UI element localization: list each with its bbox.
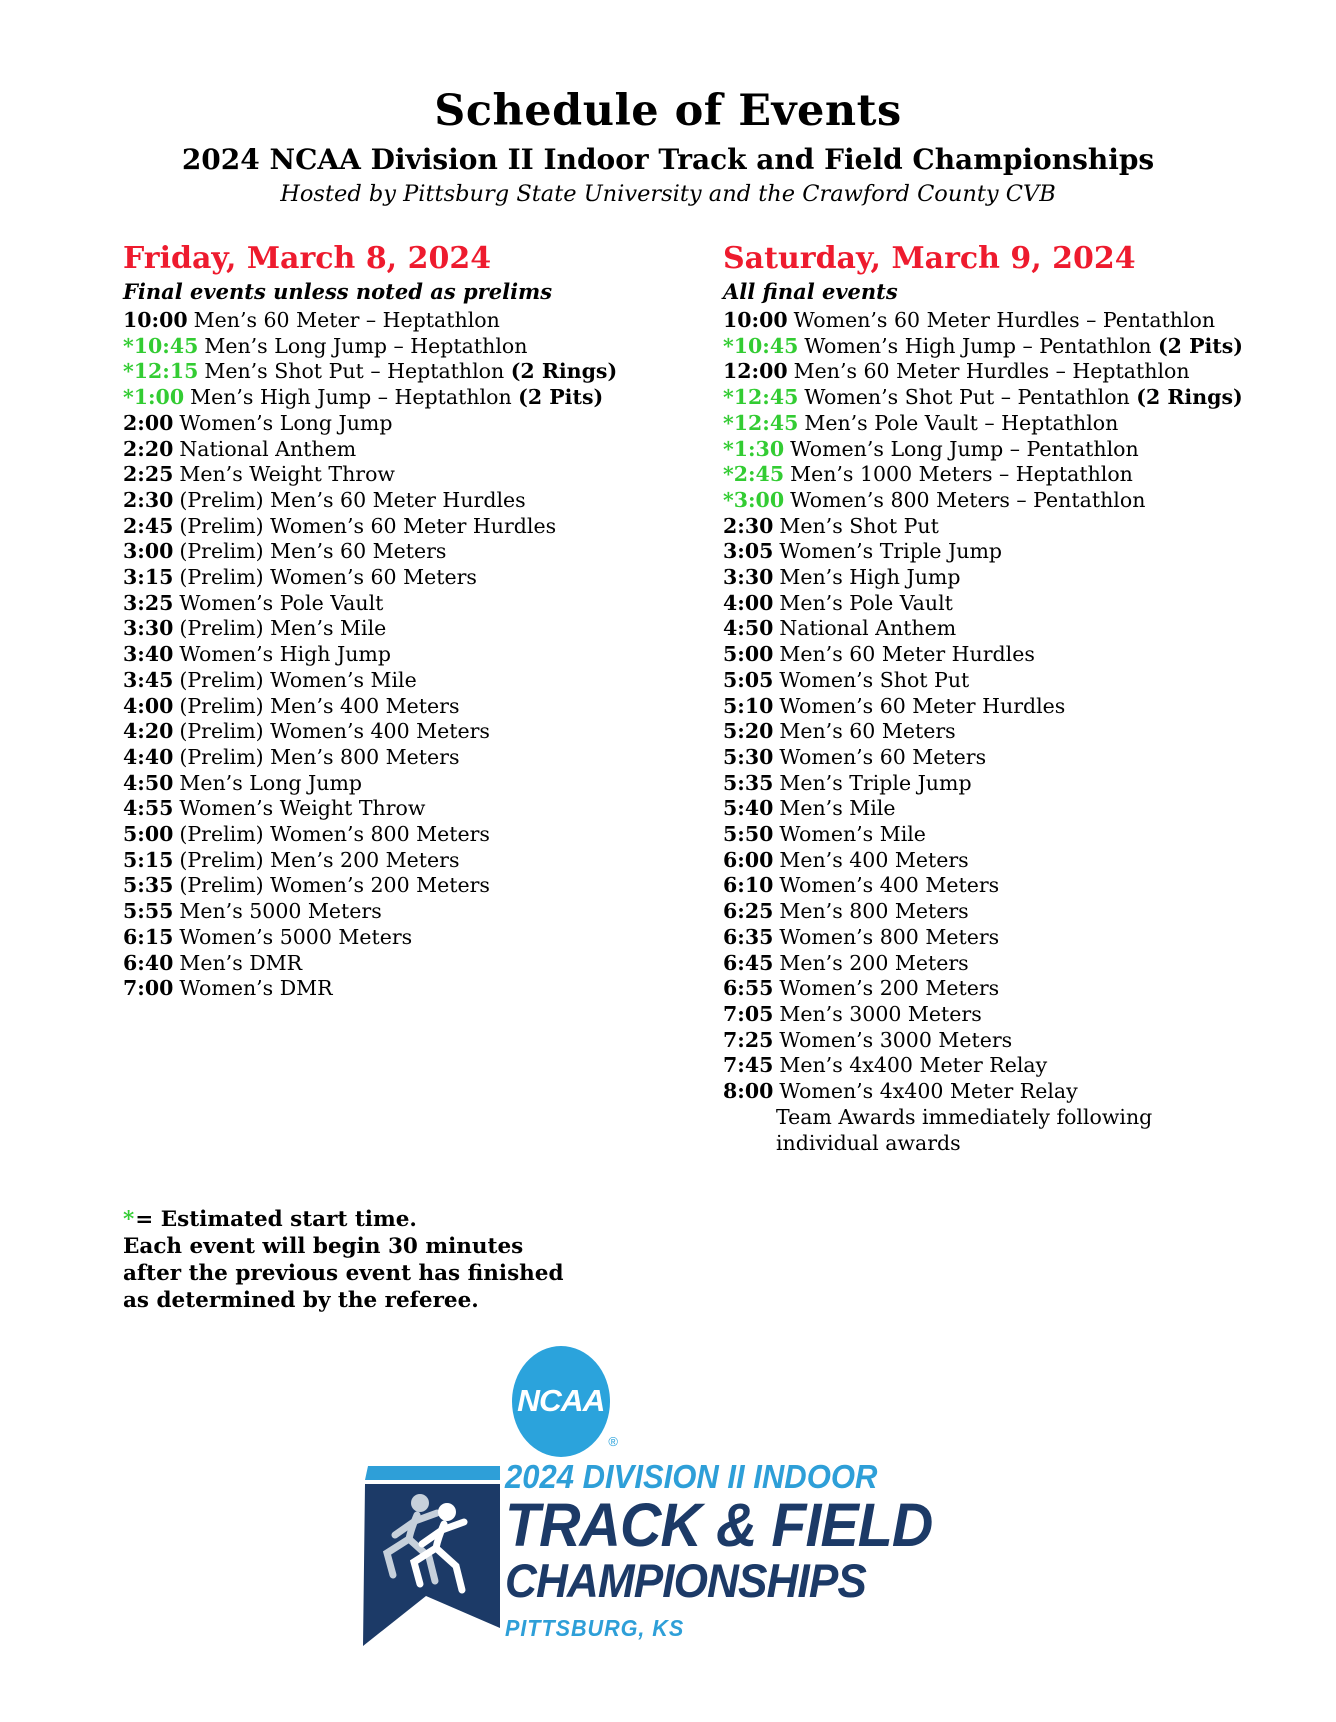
event-text: Men’s Weight Throw <box>179 462 395 487</box>
event-time: *10:45 <box>723 333 799 358</box>
event-bold-suffix: (2 Rings) <box>1136 385 1243 410</box>
event-text: Men’s Shot Put – Heptathlon <box>204 359 511 384</box>
event-time: 4:50 <box>123 770 174 795</box>
event-row <box>123 719 723 745</box>
event-text: Women’s 5000 Meters <box>179 924 413 949</box>
page-title: Schedule of Events <box>434 86 902 136</box>
event-time: 5:40 <box>723 796 774 821</box>
event-time: 4:20 <box>123 719 174 744</box>
event-row <box>723 1131 1336 1157</box>
footnote-line-2: Each event will begin 30 minutes <box>123 1233 524 1259</box>
event-time: *10:45 <box>123 333 199 358</box>
event-row <box>723 539 1336 565</box>
event-text: Men’s Long Jump – Heptathlon <box>204 333 528 358</box>
event-time: 3:45 <box>123 667 174 692</box>
event-text: Men’s 800 Meters <box>779 899 969 924</box>
event-row <box>723 462 1336 488</box>
event-row <box>723 616 1336 642</box>
event-text: Men’s Long Jump <box>179 770 363 795</box>
event-text: Women’s 800 Meters <box>779 924 1000 949</box>
event-row <box>723 873 1336 899</box>
event-row <box>723 719 1336 745</box>
saturday-event-list <box>723 308 1336 1156</box>
event-text: (Prelim) Men’s 60 Meter Hurdles <box>179 487 526 512</box>
event-text: Women’s 200 Meters <box>779 976 1000 1001</box>
event-text: (Prelim) Men’s 60 Meters <box>179 539 447 564</box>
event-text: Men’s DMR <box>179 950 303 975</box>
event-text: Women’s 4x400 Meter Relay <box>779 1079 1078 1104</box>
event-row <box>123 539 723 565</box>
page-subtitle: 2024 NCAA Division II Indoor Track and Field Championships <box>181 143 1155 176</box>
event-row <box>123 668 723 694</box>
event-text: Women’s 60 Meter Hurdles – Pentathlon <box>793 308 1216 332</box>
event-text: Women’s High Jump <box>179 642 391 667</box>
event-time: 6:15 <box>123 924 174 949</box>
logo-text-block <box>505 1458 960 1643</box>
event-time: 4:50 <box>723 616 774 641</box>
event-text: Women’s Long Jump – Pentathlon <box>790 436 1139 461</box>
day-heading-saturday: Saturday, March 9, 2024 <box>723 241 1136 276</box>
event-time: 3:30 <box>123 616 174 641</box>
event-text: Women’s Mile <box>779 822 926 847</box>
event-row <box>123 385 723 411</box>
footnote-line-1-text: = Estimated start time. <box>135 1206 417 1232</box>
event-row <box>723 1105 1336 1131</box>
event-time: 6:55 <box>723 976 774 1001</box>
logo-line-division: 2024 DIVISION II INDOOR <box>505 1457 878 1495</box>
day-heading-friday: Friday, March 8, 2024 <box>123 241 492 276</box>
event-time: 2:45 <box>123 513 174 538</box>
event-row <box>123 616 723 642</box>
event-time: 3:05 <box>723 539 774 564</box>
event-time: 3:00 <box>123 539 174 564</box>
event-time: 5:15 <box>123 847 174 872</box>
event-time: 8:00 <box>723 1079 774 1104</box>
footnote-line-4: as determined by the referee. <box>123 1287 479 1313</box>
footnote-line-3: after the previous event has finished <box>123 1260 564 1286</box>
event-row <box>123 642 723 668</box>
event-time: 2:30 <box>723 513 774 538</box>
event-text: Team Awards immediately following <box>776 1104 1153 1129</box>
event-row <box>723 642 1336 668</box>
event-text: (Prelim) Men’s 200 Meters <box>179 847 460 872</box>
event-row <box>723 514 1336 540</box>
event-text: Men’s 60 Meters <box>779 719 956 744</box>
event-row <box>123 565 723 591</box>
event-row <box>123 488 723 514</box>
event-time: 4:55 <box>123 796 174 821</box>
event-row <box>723 899 1336 925</box>
event-row <box>123 437 723 463</box>
event-row <box>723 848 1336 874</box>
event-time: 6:35 <box>723 924 774 949</box>
event-time: 7:45 <box>723 1053 774 1078</box>
event-text: Women’s DMR <box>179 976 333 1001</box>
event-row <box>723 488 1336 514</box>
event-time: 5:00 <box>723 642 774 667</box>
event-text: Women’s 60 Meters <box>779 744 987 769</box>
event-row <box>123 694 723 720</box>
event-text: Men’s 60 Meter Hurdles – Heptathlon <box>793 359 1190 384</box>
event-row <box>723 668 1336 694</box>
event-text: Men’s Mile <box>779 796 896 821</box>
event-text: Men’s 200 Meters <box>779 950 969 975</box>
event-text: Men’s Shot Put <box>779 513 939 538</box>
event-row <box>723 771 1336 797</box>
event-text: Women’s Pole Vault <box>179 590 384 615</box>
event-row <box>723 308 1336 334</box>
schedule-columns <box>0 241 1336 1314</box>
registered-trademark-symbol: ® <box>608 1433 618 1449</box>
event-text: (Prelim) Women’s 60 Meter Hurdles <box>179 513 557 538</box>
event-time: 3:15 <box>123 565 174 590</box>
event-time: 2:00 <box>123 410 174 435</box>
event-row <box>123 796 723 822</box>
saturday-column <box>723 241 1336 1314</box>
event-text: Men’s 400 Meters <box>779 847 969 872</box>
event-row <box>123 848 723 874</box>
event-time: 3:25 <box>123 590 174 615</box>
event-time: 4:00 <box>123 693 174 718</box>
event-time: 10:00 <box>723 308 788 332</box>
event-time: 2:20 <box>123 436 174 461</box>
event-time: 2:30 <box>123 487 174 512</box>
event-time: 5:00 <box>123 822 174 847</box>
hosted-by-line: Hosted by Pittsburg State University and the Crawford County CVB <box>280 181 1056 207</box>
logo-line-track-field: TRACK & FIELD <box>505 1490 933 1559</box>
logo-line-championships: CHAMPIONSHIPS <box>505 1553 866 1607</box>
event-row <box>723 1053 1336 1079</box>
event-text: Men’s High Jump – Heptathlon <box>190 385 519 410</box>
event-time: 5:50 <box>723 822 774 847</box>
event-row <box>723 385 1336 411</box>
event-text: Women’s Triple Jump <box>779 539 1003 564</box>
event-text: (Prelim) Women’s 60 Meters <box>179 565 477 590</box>
event-time: 12:00 <box>723 359 788 384</box>
event-text: (Prelim) Men’s Mile <box>179 616 387 641</box>
event-time: *12:15 <box>123 359 199 384</box>
event-time: 3:40 <box>123 642 174 667</box>
event-time: 5:35 <box>723 770 774 795</box>
event-row <box>723 437 1336 463</box>
event-row <box>123 771 723 797</box>
event-text: Men’s Pole Vault <box>779 590 953 615</box>
event-text: National Anthem <box>779 616 957 641</box>
event-text: Women’s 400 Meters <box>779 873 1000 898</box>
day-note-friday: Final events unless noted as prelims <box>123 279 553 304</box>
event-text: Men’s 4x400 Meter Relay <box>779 1053 1048 1078</box>
event-time: 4:40 <box>123 744 174 769</box>
event-text: Women’s Shot Put – Pentathlon <box>804 385 1137 410</box>
event-time: 5:30 <box>723 744 774 769</box>
event-text: Women’s Long Jump <box>179 410 393 435</box>
event-time: 7:25 <box>723 1027 774 1052</box>
document-header <box>0 0 1336 207</box>
ncaa-wordmark: NCAA <box>517 1383 605 1419</box>
event-time: 6:40 <box>123 950 174 975</box>
event-time: 10:00 <box>123 308 188 332</box>
event-time: *1:30 <box>723 436 785 461</box>
event-row <box>723 951 1336 977</box>
footnote-asterisk: * <box>123 1206 135 1232</box>
event-row <box>723 591 1336 617</box>
event-row <box>723 925 1336 951</box>
event-time: 6:45 <box>723 950 774 975</box>
event-row <box>723 565 1336 591</box>
event-text: Men’s 5000 Meters <box>179 899 382 924</box>
event-row <box>123 591 723 617</box>
event-text: individual awards <box>776 1130 961 1155</box>
event-time: 6:00 <box>723 847 774 872</box>
friday-column <box>123 241 723 1314</box>
logo-line-location: PITTSBURG, KS <box>505 1614 685 1641</box>
event-row <box>123 334 723 360</box>
event-text: Men’s Pole Vault – Heptathlon <box>804 410 1119 435</box>
event-time: 7:00 <box>123 976 174 1001</box>
event-text: Women’s 800 Meters – Pentathlon <box>790 487 1146 512</box>
event-text: Women’s Shot Put <box>779 667 970 692</box>
event-row <box>723 796 1336 822</box>
event-text: (Prelim) Women’s Mile <box>179 667 417 692</box>
event-time: *2:45 <box>723 462 785 487</box>
event-text: National Anthem <box>179 436 357 461</box>
event-time: 5:55 <box>123 899 174 924</box>
event-time: 4:00 <box>723 590 774 615</box>
event-row <box>123 462 723 488</box>
event-text: Men’s 60 Meter – Heptathlon <box>193 308 500 332</box>
event-text: (Prelim) Men’s 400 Meters <box>179 693 460 718</box>
event-bold-suffix: (2 Pits) <box>518 385 604 410</box>
event-time: *1:00 <box>123 385 185 410</box>
event-row <box>123 822 723 848</box>
event-row <box>123 308 723 334</box>
pennant-runners-icon <box>350 1464 502 1669</box>
friday-event-list <box>123 308 723 1002</box>
event-row <box>723 411 1336 437</box>
event-text: (Prelim) Women’s 800 Meters <box>179 822 490 847</box>
event-row <box>723 334 1336 360</box>
event-time: 5:20 <box>723 719 774 744</box>
event-text: Men’s 60 Meter Hurdles <box>779 642 1035 667</box>
event-row <box>123 359 723 385</box>
event-time: 5:10 <box>723 693 774 718</box>
event-row <box>723 694 1336 720</box>
event-bold-suffix: (2 Pits) <box>1157 333 1243 358</box>
event-row <box>723 1002 1336 1028</box>
event-time: *3:00 <box>723 487 785 512</box>
event-text: Women’s High Jump – Pentathlon <box>804 333 1158 358</box>
event-row <box>723 1079 1336 1105</box>
event-time: 5:35 <box>123 873 174 898</box>
event-row <box>723 1028 1336 1054</box>
event-text: Women’s 3000 Meters <box>779 1027 1013 1052</box>
event-text: Men’s Triple Jump <box>779 770 972 795</box>
event-time: 5:05 <box>723 667 774 692</box>
event-row <box>723 359 1336 385</box>
championship-logo <box>350 1344 990 1679</box>
footnote-line-1 <box>123 1206 723 1233</box>
event-time: 6:25 <box>723 899 774 924</box>
event-text: Men’s High Jump <box>779 565 961 590</box>
event-time: 2:25 <box>123 462 174 487</box>
event-row <box>123 745 723 771</box>
event-time: *12:45 <box>723 410 799 435</box>
event-time: 6:10 <box>723 873 774 898</box>
event-text: Women’s Weight Throw <box>179 796 426 821</box>
event-row <box>123 976 723 1002</box>
event-row <box>123 951 723 977</box>
event-row <box>723 745 1336 771</box>
ncaa-logo-icon <box>512 1346 618 1457</box>
event-text: Women’s 60 Meter Hurdles <box>779 693 1066 718</box>
event-row <box>123 873 723 899</box>
event-text: (Prelim) Men’s 800 Meters <box>179 744 460 769</box>
event-text: (Prelim) Women’s 400 Meters <box>179 719 490 744</box>
event-row <box>123 899 723 925</box>
event-row <box>123 925 723 951</box>
event-text: Men’s 1000 Meters – Heptathlon <box>790 462 1133 487</box>
event-bold-suffix: (2 Rings) <box>510 359 618 384</box>
event-row <box>123 514 723 540</box>
event-time: *12:45 <box>723 385 799 410</box>
event-time: 7:05 <box>723 1001 774 1026</box>
event-row <box>723 822 1336 848</box>
event-time: 3:30 <box>723 565 774 590</box>
event-text: (Prelim) Women’s 200 Meters <box>179 873 490 898</box>
event-text: Men’s 3000 Meters <box>779 1001 982 1026</box>
event-row <box>723 976 1336 1002</box>
event-row <box>123 411 723 437</box>
day-note-saturday: All final events <box>723 279 898 304</box>
footnote <box>123 1206 723 1314</box>
